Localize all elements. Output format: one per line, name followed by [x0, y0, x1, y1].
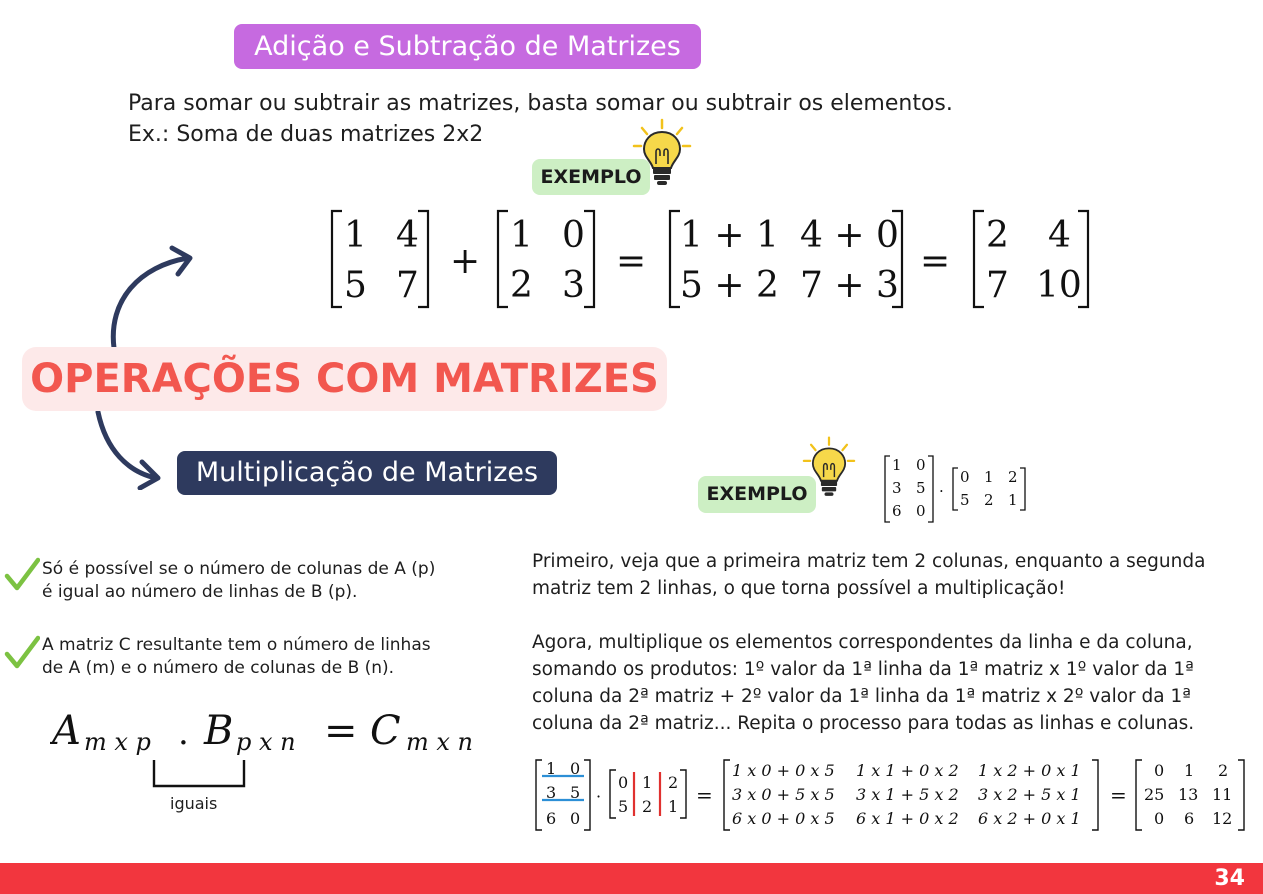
dimension-formula — [50, 704, 500, 814]
ce-13: 1 x 2 + 0 x 1 — [978, 761, 1081, 780]
iguais-bracket — [154, 760, 244, 786]
calc-dot: · — [596, 787, 602, 806]
ma-12: 4 — [396, 215, 419, 256]
cr-12: 1 — [1184, 761, 1195, 780]
exa-22: 5 — [916, 479, 926, 497]
ms-12: 4 + 0 — [800, 215, 899, 256]
note-2-line1: A matriz C resultante tem o número de linhas — [42, 635, 431, 655]
multiplication-heading: Multiplicação de Matrizes — [177, 451, 557, 495]
cr-21: 25 — [1144, 785, 1165, 804]
ma-22: 7 — [396, 265, 419, 306]
ex-dot: · — [939, 482, 944, 500]
explanation-2-line2: somando os produtos: 1º valor da 1ª linha da 1ª matriz x 1º valor da 1ª — [532, 659, 1194, 680]
cb-12: 1 — [642, 773, 653, 792]
addition-equation — [320, 205, 1100, 315]
note-2 — [42, 634, 431, 680]
exb-12: 1 — [984, 468, 994, 486]
mr-22: 10 — [1036, 265, 1082, 306]
ce-11: 1 x 0 + 0 x 5 — [732, 761, 835, 780]
example-badge-bottom: EXEMPLO — [698, 476, 816, 513]
mb-22: 3 — [562, 265, 585, 306]
iguais-label: iguais — [170, 794, 218, 813]
formula-b: B — [204, 708, 234, 754]
mb-21: 2 — [510, 265, 533, 306]
cr-32: 6 — [1184, 809, 1195, 828]
ce-22: 3 x 1 + 5 x 2 — [856, 785, 959, 804]
cb-21: 5 — [618, 797, 629, 816]
formula-eq: = — [324, 708, 358, 754]
ca-32: 0 — [570, 809, 581, 828]
equals-1: = — [616, 241, 647, 282]
exa-31: 6 — [892, 502, 902, 520]
ca-31: 6 — [546, 809, 557, 828]
exb-22: 2 — [984, 491, 994, 509]
ce-31: 6 x 0 + 0 x 5 — [732, 809, 835, 828]
explanation-2 — [532, 629, 1194, 737]
mb-11: 1 — [510, 215, 533, 256]
formula-dot: . — [178, 713, 189, 753]
page-number: 34 — [1214, 866, 1245, 891]
note-1-line2: é igual ao número de linhas de B (p). — [42, 582, 358, 602]
mr-11: 2 — [986, 215, 1009, 256]
formula-b-sub: p x n — [236, 728, 296, 756]
cb-13: 2 — [668, 773, 679, 792]
explanation-2-line4: coluna da 2ª matriz... Repita o processo para todas as linhas e colunas. — [532, 713, 1195, 734]
ca-21: 3 — [546, 783, 557, 802]
cb-23: 1 — [668, 797, 679, 816]
exa-32: 0 — [916, 502, 926, 520]
exb-23: 1 — [1008, 491, 1018, 509]
footer-bar — [0, 863, 1263, 894]
addition-intro — [128, 88, 953, 150]
cb-11: 0 — [618, 773, 629, 792]
cb-22: 2 — [642, 797, 653, 816]
calc-eq1: = — [696, 783, 713, 807]
explanation-1-line2: matriz tem 2 linhas, o que torna possível a multiplicação! — [532, 578, 1066, 599]
explanation-2-line3: coluna da 2ª matriz + 2º valor da 1ª linha da 1ª matriz x 2º valor da 1ª — [532, 686, 1191, 707]
multiplication-calculation — [530, 756, 1252, 836]
exa-11: 1 — [892, 456, 902, 474]
ca-11: 1 — [546, 759, 557, 778]
ms-22: 7 + 3 — [800, 265, 899, 306]
checkmark-icon — [4, 556, 40, 592]
ce-23: 3 x 2 + 5 x 1 — [978, 785, 1081, 804]
exb-13: 2 — [1008, 468, 1018, 486]
formula-a: A — [52, 708, 81, 754]
plus-sign: + — [450, 241, 481, 282]
cr-11: 0 — [1154, 761, 1165, 780]
ms-21: 5 + 2 — [680, 265, 779, 306]
cr-23: 11 — [1212, 785, 1233, 804]
note-1 — [42, 558, 435, 604]
ms-11: 1 + 1 — [680, 215, 779, 256]
explanation-1 — [532, 548, 1205, 602]
example-matrices — [880, 452, 1030, 526]
calc-eq2: = — [1110, 783, 1127, 807]
addition-line2: Ex.: Soma de duas matrizes 2x2 — [128, 122, 484, 147]
ma-11: 1 — [344, 215, 367, 256]
mb-12: 0 — [562, 215, 585, 256]
ma-21: 5 — [344, 265, 367, 306]
cr-22: 13 — [1178, 785, 1199, 804]
page-title: OPERAÇÕES COM MATRIZES — [22, 347, 667, 411]
ce-21: 3 x 0 + 5 x 5 — [732, 785, 835, 804]
exa-12: 0 — [916, 456, 926, 474]
mr-12: 4 — [1048, 215, 1071, 256]
cr-13: 2 — [1218, 761, 1229, 780]
explanation-2-line1: Agora, multiplique os elementos correspondentes da linha e da coluna, — [532, 632, 1193, 653]
explanation-1-line1: Primeiro, veja que a primeira matriz tem 2 colunas, enquanto a segunda — [532, 551, 1206, 572]
exb-21: 5 — [960, 491, 970, 509]
exb-11: 0 — [960, 468, 970, 486]
lightbulb-icon — [798, 434, 860, 504]
note-2-line2: de A (m) e o número de colunas de B (n). — [42, 658, 395, 678]
ce-12: 1 x 1 + 0 x 2 — [856, 761, 959, 780]
lightbulb-icon — [630, 116, 694, 194]
addition-heading: Adição e Subtração de Matrizes — [234, 24, 701, 69]
ca-22: 5 — [570, 783, 581, 802]
example-badge-top: EXEMPLO — [532, 159, 650, 195]
cr-33: 12 — [1212, 809, 1233, 828]
exa-21: 3 — [892, 479, 902, 497]
checkmark-icon — [4, 634, 40, 670]
ce-33: 6 x 2 + 0 x 1 — [978, 809, 1081, 828]
ce-32: 6 x 1 + 0 x 2 — [856, 809, 959, 828]
mr-21: 7 — [986, 265, 1009, 306]
formula-c-sub: m x n — [406, 728, 474, 756]
formula-c: C — [370, 708, 401, 754]
addition-line1: Para somar ou subtrair as matrizes, basta somar ou subtrair os elementos. — [128, 91, 953, 116]
ca-12: 0 — [570, 759, 581, 778]
cr-31: 0 — [1154, 809, 1165, 828]
note-1-line1: Só é possível se o número de colunas de A (p) — [42, 559, 436, 579]
formula-a-sub: m x p — [84, 728, 151, 756]
equals-2: = — [920, 241, 951, 282]
